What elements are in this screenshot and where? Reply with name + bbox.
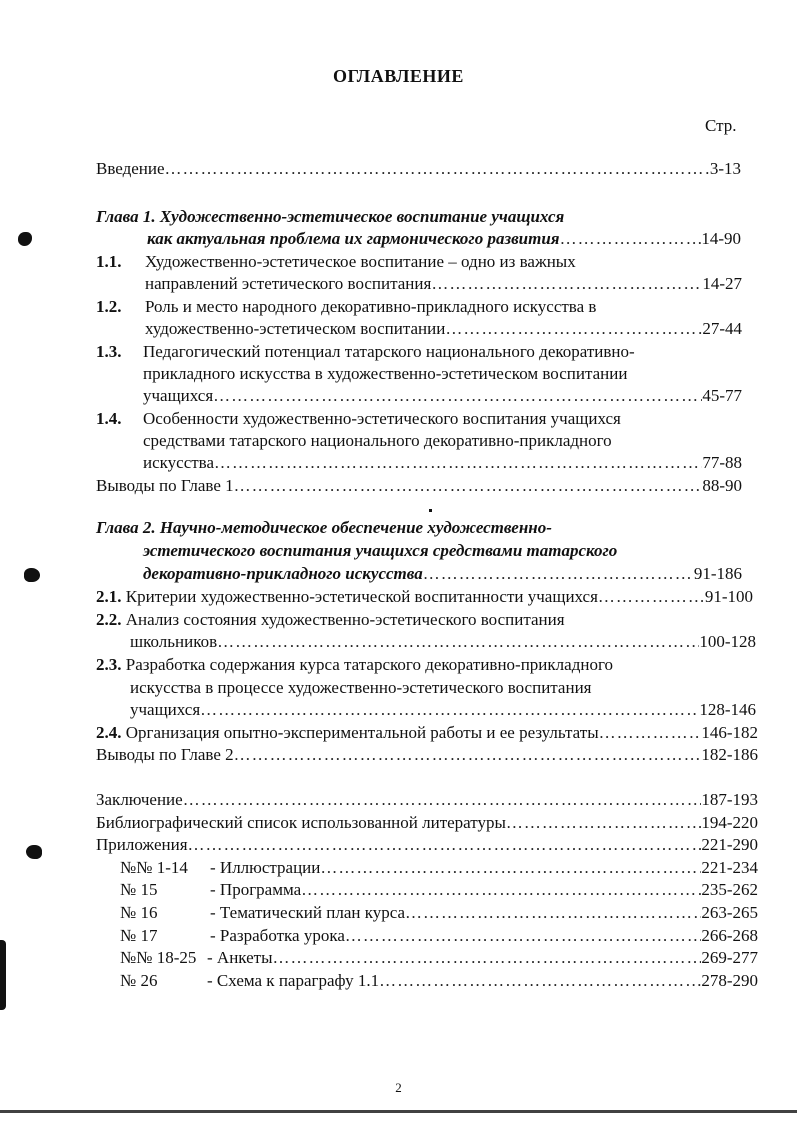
page-number: 2 — [395, 1080, 402, 1095]
chapter-2-title-line3: декоративно-прикладного искусства — [143, 564, 423, 583]
toc-entry-pages: 3-13 — [709, 159, 741, 178]
toc-entry-pages: 91-100 — [704, 587, 753, 606]
toc-entry-conclusions-1[interactable] — [96, 476, 742, 498]
section-title-line: Роль и место народного декоративно-прикладного искусства в — [145, 297, 597, 316]
toc-entry-chapter-2[interactable] — [143, 564, 742, 586]
appendix-number: №№ 1-14 — [120, 858, 188, 877]
page-column-label: Стр. — [705, 116, 737, 135]
toc-entry-pages: 100-128 — [699, 632, 756, 651]
toc-entry-appendices[interactable] — [96, 835, 758, 857]
toc-entry-pages: 14-27 — [702, 274, 742, 293]
section-title-line: учащихся — [130, 700, 201, 719]
toc-entry-appendix[interactable] — [207, 971, 758, 993]
section-title-line: искусства — [143, 453, 215, 472]
toc-entry-appendix[interactable] — [210, 858, 758, 880]
toc-entry-pages: 77-88 — [702, 453, 742, 472]
toc-entry-intro[interactable] — [96, 159, 741, 181]
section-number: 2.2. — [96, 610, 122, 629]
section-title-line: Организация опытно-экспериментальной работы и ее результаты — [125, 723, 599, 742]
toc-entry-1-3[interactable] — [143, 386, 742, 408]
section-title-line: Особенности художественно-эстетического воспитания учащихся — [143, 409, 621, 428]
toc-entry-pages: 221-234 — [701, 858, 758, 877]
toc-entry-pages: 266-268 — [701, 926, 758, 945]
section-number: 1.3. — [96, 342, 122, 361]
chapter-1-title-line1: Глава 1. Художественно-эстетическое воспитание учащихся — [96, 207, 565, 226]
section-title-line: Критерии художественно-эстетической воспитанности учащихся — [125, 587, 598, 606]
toc-entry-pages: 278-290 — [701, 971, 758, 990]
section-title-line: Разработка содержания курса татарского декоративно-прикладного — [125, 655, 613, 674]
section-title-line: учащихся — [143, 386, 214, 405]
toc-entry-text: Выводы по Главе 1 — [96, 476, 234, 495]
toc-entry-2-1[interactable] — [96, 587, 753, 609]
section-title-line: школьников — [130, 632, 218, 651]
toc-entry-pages: 91-186 — [693, 564, 742, 583]
section-title-line: искусства в процессе художественно-эстетического воспитания — [130, 678, 592, 697]
section-number: 2.3. — [96, 655, 122, 674]
scan-dot-mark — [429, 509, 432, 512]
toc-entry-1-4[interactable] — [143, 453, 742, 475]
toc-entry-text: Введение — [96, 159, 165, 178]
toc-entry-appendix[interactable] — [207, 948, 758, 970]
appendix-number: №№ 18-25 — [120, 948, 197, 967]
toc-entry-pages: 235-262 — [701, 880, 758, 899]
toc-entry-2-4[interactable] — [96, 723, 758, 745]
toc-entry-appendix[interactable] — [210, 926, 758, 948]
toc-entry-pages: 27-44 — [702, 319, 742, 338]
chapter-2-title-line1: Глава 2. Научно-методическое обеспечение художественно- — [96, 518, 552, 537]
toc-entry-pages: 263-265 — [701, 903, 758, 922]
section-number: 2.4. — [96, 723, 122, 742]
toc-entry-text: Заключение — [96, 790, 183, 809]
scan-hole-mark — [26, 845, 42, 859]
toc-entry-pages: 45-77 — [702, 386, 742, 405]
toc-entry-1-1[interactable] — [145, 274, 742, 296]
section-heading-line — [96, 655, 613, 675]
scan-hole-mark — [24, 568, 40, 582]
toc-entry-pages: 194-220 — [701, 813, 758, 832]
toc-entry-bibliography[interactable] — [96, 813, 758, 835]
toc-entry-2-3[interactable] — [130, 700, 756, 722]
chapter-1-title-line2: как актуальная проблема их гармонического развития — [147, 229, 560, 248]
toc-entry-text: Выводы по Главе 2 — [96, 745, 234, 764]
chapter-2-title-line2: эстетического воспитания учащихся средствами татарского — [143, 541, 618, 560]
section-title-line: Анализ состояния художественно-эстетического воспитания — [125, 610, 565, 629]
toc-entry-text: - Разработка урока — [210, 926, 345, 945]
appendix-number: № 17 — [120, 926, 158, 945]
section-title-line: художественно-эстетическом воспитании — [145, 319, 446, 338]
section-number: 2.1. — [96, 587, 122, 606]
toc-entry-pages: 14-90 — [701, 229, 741, 248]
scan-edge-mark — [0, 1110, 797, 1113]
appendix-number: № 15 — [120, 880, 158, 899]
toc-entry-pages: 182-186 — [701, 745, 758, 764]
toc-entry-appendix[interactable] — [210, 903, 758, 925]
section-title-line: Художественно-эстетическое воспитание – одно из важных — [145, 252, 576, 271]
section-number: 1.1. — [96, 252, 122, 271]
toc-entry-text: - Программа — [210, 880, 302, 899]
section-title-line: направлений эстетического воспитания — [145, 274, 432, 293]
toc-entry-text: Приложения — [96, 835, 188, 854]
toc-entry-2-2[interactable] — [130, 632, 756, 654]
toc-entry-1-2[interactable] — [145, 319, 742, 341]
scan-hole-mark — [18, 232, 32, 246]
toc-entry-pages: 146-182 — [701, 723, 758, 742]
toc-entry-text: - Иллюстрации — [210, 858, 321, 877]
appendix-number: № 26 — [120, 971, 158, 990]
toc-entry-chapter-1[interactable] — [147, 229, 741, 251]
toc-entry-appendix[interactable] — [210, 880, 758, 902]
toc-entry-text: Библиографический список использованной литературы — [96, 813, 506, 832]
section-number: 1.4. — [96, 409, 122, 428]
page-title: ОГЛАВЛЕНИЕ — [333, 66, 464, 86]
toc-entry-pages: 269-277 — [701, 948, 758, 967]
toc-entry-pages: 221-290 — [701, 835, 758, 854]
appendix-number: № 16 — [120, 903, 158, 922]
toc-entry-pages: 88-90 — [702, 476, 742, 495]
section-heading-line — [96, 610, 565, 630]
scan-edge-mark — [0, 940, 6, 1010]
section-title-line: прикладного искусства в художественно-эстетическом воспитании — [143, 364, 628, 383]
section-number: 1.2. — [96, 297, 122, 316]
section-title-line: Педагогический потенциал татарского национального декоративно- — [143, 342, 635, 361]
toc-entry-text: - Схема к параграфу 1.1 — [207, 971, 380, 990]
toc-entry-conclusion[interactable] — [96, 790, 758, 812]
toc-entry-text: - Анкеты — [207, 948, 273, 967]
toc-entry-pages: 128-146 — [699, 700, 756, 719]
toc-entry-conclusions-2[interactable] — [96, 745, 758, 767]
section-title-line: средствами татарского национального декоративно-прикладного — [143, 431, 612, 450]
toc-entry-pages: 187-193 — [701, 790, 758, 809]
toc-entry-text: - Тематический план курса — [210, 903, 406, 922]
